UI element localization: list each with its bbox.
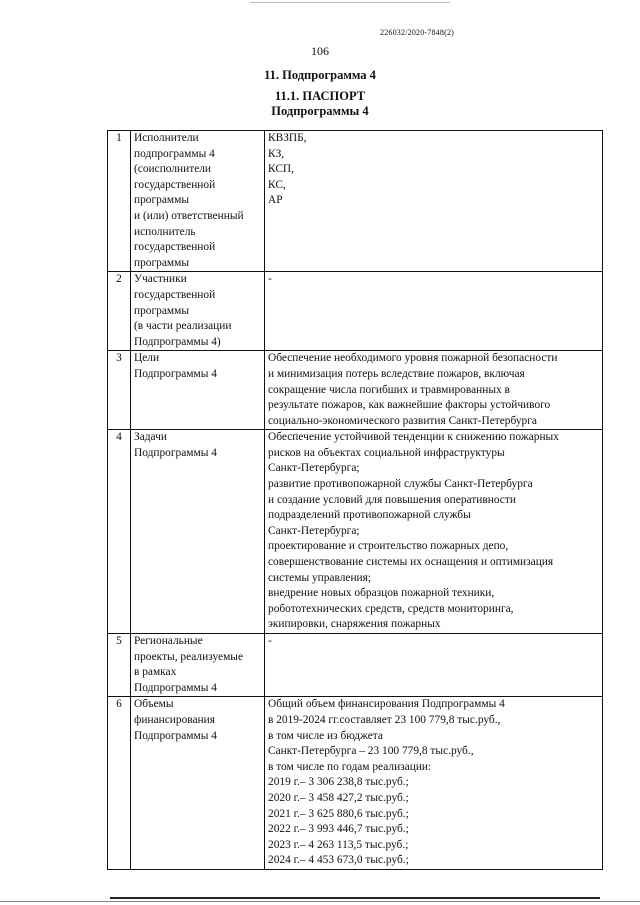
label-line: и (или) ответственный: [134, 209, 244, 222]
label-line: Подпрограммы 4): [134, 335, 221, 348]
content-line: Обеспечение устойчивой тенденции к снижению пожарных: [268, 431, 559, 444]
row-label: [131, 272, 265, 351]
content-line: рисков на объектах социальной инфраструктуры: [268, 446, 505, 459]
row-content: [265, 430, 603, 634]
row-number: 3: [108, 351, 131, 430]
row-label: [131, 634, 265, 697]
label-line: Подпрограммы 4: [134, 681, 217, 694]
label-line: Объемы: [134, 698, 174, 711]
passport-table: [107, 130, 603, 870]
row-label: [131, 430, 265, 634]
content-line: развитие противопожарной службы Санкт-Петербурга: [268, 478, 533, 491]
table-row: [108, 272, 603, 351]
page-number: 106: [311, 44, 329, 58]
content-line: экипировки, снаряжения пожарных: [268, 618, 441, 631]
content-line: 2021 г.– 3 625 880,6 тыс.руб.;: [268, 807, 409, 820]
row-content: [265, 272, 603, 351]
label-line: Подпрограммы 4: [134, 367, 217, 380]
table-row: [108, 697, 603, 870]
label-line: (соисполнители: [134, 163, 212, 176]
content-line: проектирование и строительство пожарных депо,: [268, 540, 509, 553]
table-row: [108, 430, 603, 634]
scan-artifact-top: [250, 2, 450, 3]
content-line: -: [268, 273, 272, 286]
content-line: в том числе по годам реализации:: [268, 760, 432, 773]
passport-table-body: [108, 131, 603, 870]
row-content: [265, 697, 603, 870]
content-line: социально-экономического развития Санкт-Петербурга: [268, 414, 537, 427]
content-line: Санкт-Петербурга;: [268, 524, 360, 537]
label-line: государственной: [134, 178, 216, 191]
content-line: 2023 г.– 4 263 113,5 тыс.руб.;: [268, 838, 409, 851]
label-line: подпрограммы 4: [134, 147, 215, 160]
content-line: КВЗПБ,: [268, 132, 307, 144]
content-line: робототехнических средств, средств мониторинга,: [268, 602, 514, 615]
row-label: [131, 351, 265, 430]
label-line: государственной: [134, 288, 216, 301]
passport-subheading: Подпрограммы 4: [271, 104, 369, 118]
row-label: [131, 131, 265, 272]
content-line: результате пожаров, как важнейшие факторы устойчивого: [268, 399, 551, 412]
label-line: (в части реализации: [134, 320, 232, 333]
content-line: КЗ,: [268, 147, 285, 160]
row-label: [131, 697, 265, 870]
content-line: подразделений противопожарной службы: [268, 509, 471, 522]
content-line: и минимизация потерь вследствие пожаров, включая: [268, 367, 525, 380]
content-line: Обеспечение необходимого уровня пожарной безопасности: [268, 352, 558, 365]
label-line: Исполнители: [134, 132, 199, 144]
table-row: [108, 351, 603, 430]
label-line: Цели: [134, 352, 160, 365]
content-line: Общий объем финансирования Подпрограммы 4: [268, 698, 505, 711]
row-number: 5: [108, 634, 131, 697]
row-content: [265, 131, 603, 272]
row-number: 2: [108, 272, 131, 351]
section-title: 11. Подпрограмма 4: [264, 68, 376, 82]
label-line: финансирования: [134, 713, 215, 726]
footer-rule-thin: [0, 901, 640, 902]
label-line: Подпрограммы 4: [134, 729, 217, 742]
table-row: [108, 131, 603, 272]
content-line: Санкт-Петербурга;: [268, 462, 360, 475]
label-line: проекты, реализуемые: [134, 650, 243, 663]
row-number: 4: [108, 430, 131, 634]
content-line: в том числе из бюджета: [268, 729, 383, 742]
label-line: Подпрограммы 4: [134, 446, 217, 459]
label-line: Региональные: [134, 635, 203, 647]
content-line: 2022 г.– 3 993 446,7 тыс.руб.;: [268, 823, 409, 836]
label-line: Задачи: [134, 431, 167, 444]
content-line: КСП,: [268, 163, 294, 176]
content-line: АР: [268, 194, 283, 207]
content-line: системы управления;: [268, 571, 372, 584]
label-line: исполнитель: [134, 225, 196, 238]
content-line: внедрение новых образцов пожарной техники,: [268, 587, 495, 600]
content-line: в 2019-2024 гг.составляет 23 100 779,8 тыс.руб.,: [268, 713, 501, 726]
content-line: 2019 г.– 3 306 238,8 тыс.руб.;: [268, 776, 409, 789]
label-line: программы: [134, 304, 189, 317]
label-line: государственной: [134, 241, 216, 254]
content-line: и создание условий для повышения оперативности: [268, 493, 516, 506]
row-content: [265, 634, 603, 697]
row-number: 1: [108, 131, 131, 272]
content-line: -: [268, 635, 272, 647]
document-id: 226032/2020-7848(2): [380, 28, 455, 37]
label-line: Участники: [134, 273, 187, 286]
label-line: в рамках: [134, 666, 177, 679]
label-line: программы: [134, 256, 189, 269]
content-line: Санкт-Петербурга – 23 100 779,8 тыс.руб.,: [268, 745, 474, 758]
passport-heading: 11.1. ПАСПОРТ: [274, 89, 366, 103]
content-line: совершенствование системы их оснащения и оптимизация: [268, 556, 554, 569]
content-line: 2024 г.– 4 453 673,0 тыс.руб.;: [268, 854, 409, 867]
content-line: 2020 г.– 3 458 427,2 тыс.руб.;: [268, 791, 409, 804]
table-row: [108, 634, 603, 697]
footer-rule: [110, 897, 600, 899]
row-number: 6: [108, 697, 131, 870]
content-line: КС,: [268, 178, 286, 191]
content-line: сокращение числа погибших и травмированных в: [268, 383, 510, 396]
label-line: программы: [134, 194, 189, 207]
row-content: [265, 351, 603, 430]
